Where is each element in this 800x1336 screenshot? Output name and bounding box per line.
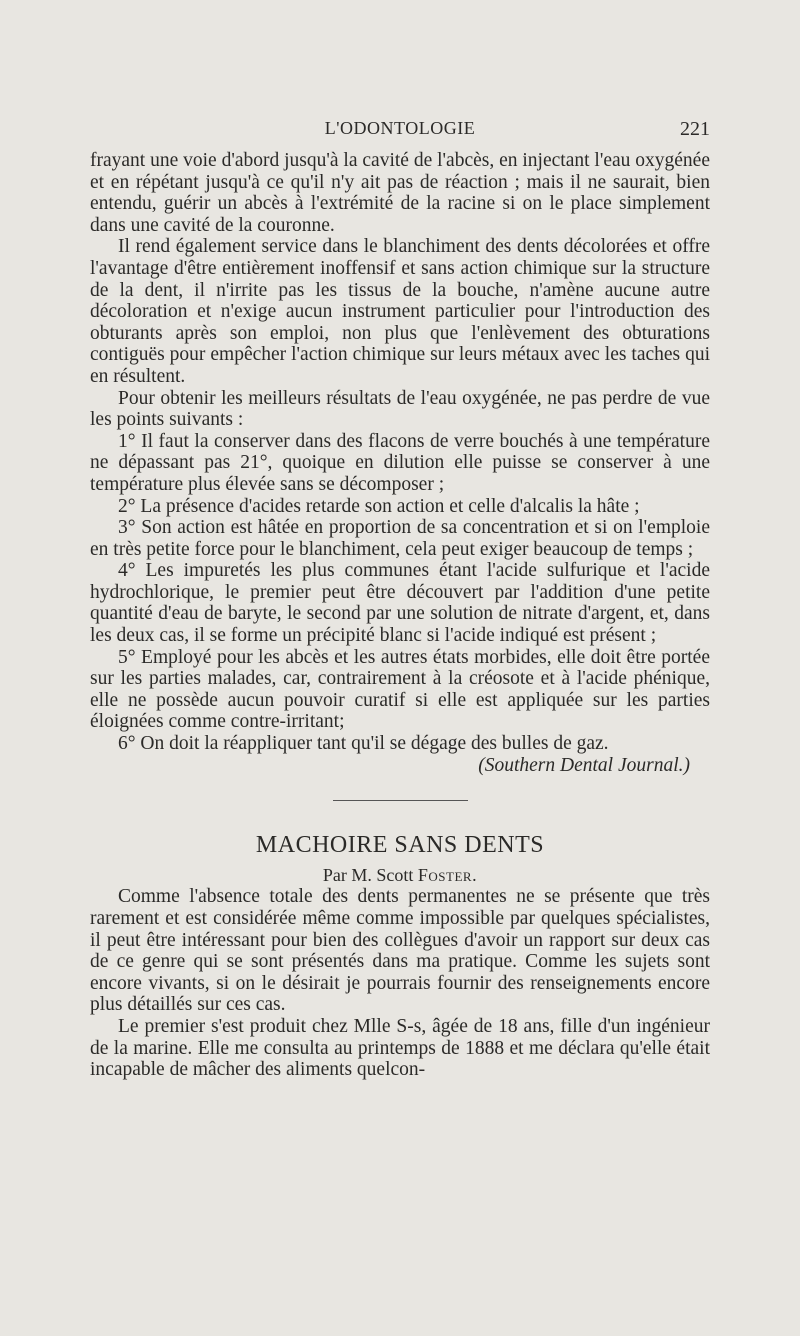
source-citation: (Southern Dental Journal.) [478, 754, 690, 776]
list-item: 1° Il faut la conserver dans des flacons de verre bouchés à une température ne dépassant pas 21°, quoique en dilution elle puisse se conserver à une température plus élevée sans se décomposer ; [90, 430, 710, 495]
byline-prefix: Par M. Scott [322, 864, 414, 885]
byline [90, 865, 710, 887]
paragraph: frayant une voie d'abord jusqu'à la cavité de l'abcès, en injectant l'eau oxygénée et en répétant jusqu'à ce qu'il n'y ait pas de réaction ; mais il ne saurait, bien entendu, guérir un abcès à l'extrémité de la racine si on le place simplement dans une cavité de la couronne. [90, 150, 710, 236]
section-divider [333, 800, 468, 801]
list-item: 6° On doit la réappliquer tant qu'il se dégage des bulles de gaz. [118, 733, 609, 755]
author-name: Foster. [417, 864, 478, 885]
article-title: MACHOIRE SANS DENTS [255, 832, 545, 859]
body-text [90, 150, 710, 1081]
running-title: L'ODONTOLOGIE [324, 118, 476, 138]
list-item: 5° Employé pour les abcès et les autres états morbides, elle doit être portée sur les parties malades, car, contrairement à la créosote et à l'acide phénique, elle ne possède aucun pouvoir curatif si elle est appliquée sur les parties éloignées comme contre-irritant; [90, 646, 710, 733]
paragraph: Comme l'absence totale des dents permanentes ne se présente que très rarement et est considérée même comme impossible par quelques spécialistes, il peut être intéressant pour bien des collègues d'avoir un rapport sur deux cas de ce genre qui se sont présentés dans ma pratique. Comme les sujets sont encore vivants, si on le désirait je pourrais fournir des renseignements encore plus détaillés sur ces cas. [90, 886, 710, 1016]
page-header [90, 118, 710, 144]
paragraph: Pour obtenir les meilleurs résultats de l'eau oxygénée, ne pas perdre de vue les points suivants : [90, 387, 710, 431]
list-item: 4° Les impuretés les plus communes étant l'acide sulfurique et l'acide hydrochlorique, le premier peut être découvert par l'addition d'une petite quantité d'eau de baryte, le second par une solution de nitrate d'argent, et, dans les deux cas, il se forme un précipité blanc si l'acide indiqué est présent ; [90, 560, 710, 647]
paragraph: Le premier s'est produit chez Mlle S-s, âgée de 18 ans, fille d'un ingénieur de la marine. Elle me consulta au printemps de 1888 et me déclara qu'elle était incapable de mâcher des aliments quelcon- [90, 1015, 710, 1081]
paragraph: Il rend également service dans le blanchiment des dents décolorées et offre l'avantage d'être entièrement inoffensif et sans action chimique sur la structure de la dent, il n'irrite pas les tissus de la bouche, n'amène aucune autre décoloration et n'exige aucun instrument particulier pour l'introduction des obturants après son emploi, non plus que l'enlèvement des obturations contiguës pour empêcher l'action chimique sur leurs métaux avec les taches qui en résultent. [90, 236, 710, 387]
page-number: 221 [680, 118, 710, 140]
list-item: 3° Son action est hâtée en proportion de sa concentration et si on l'emploie en très petite force pour le blanchiment, cela peut exiger beaucoup de temps ; [90, 517, 710, 560]
list-item: 2° La présence d'acides retarde son action et celle d'alcalis la hâte ; [118, 495, 640, 517]
